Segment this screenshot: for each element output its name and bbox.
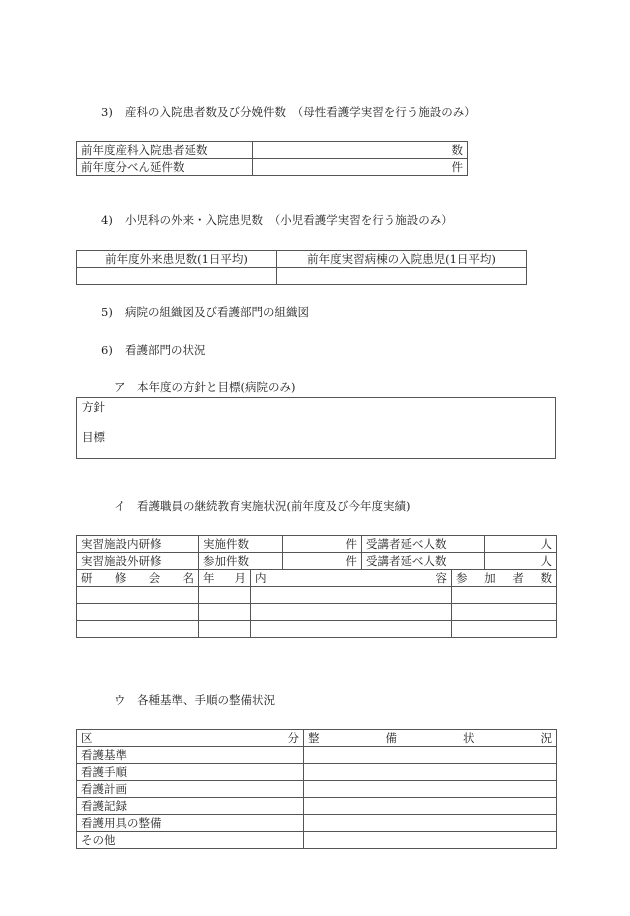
subsection-a-heading: ア 本年度の方針と目標(病院のみ): [114, 380, 296, 394]
section-title: 小児科の外来・入院患児数 （小児看護学実習を行う施設のみ）: [125, 213, 453, 227]
input-cell[interactable]: [283, 536, 362, 553]
table-row: [77, 747, 557, 764]
row-label: 看護計画: [77, 781, 304, 798]
table-row: [77, 536, 557, 553]
row-label: 実習施設内研修: [77, 536, 199, 553]
input-cell[interactable]: [485, 553, 557, 570]
table-row: [77, 159, 468, 176]
input-cell[interactable]: [199, 621, 251, 638]
input-cell[interactable]: [304, 747, 557, 764]
input-cell[interactable]: [251, 587, 452, 604]
table-row: [77, 764, 557, 781]
input-cell[interactable]: [277, 268, 527, 285]
column-header: 前年度外来患児数(1日平均): [77, 251, 277, 268]
row-label: 実習施設外研修: [77, 553, 199, 570]
header-date: [199, 570, 251, 587]
row-label: 前年度産科入院患者延数: [77, 142, 253, 159]
table-row: [77, 553, 557, 570]
subsection-i-heading: イ 看護職員の継続教育実施状況(前年度及び今年度実績): [114, 499, 411, 513]
unit-label: 数: [451, 143, 463, 157]
input-cell[interactable]: [199, 587, 251, 604]
input-cell[interactable]: [304, 764, 557, 781]
input-cell[interactable]: [452, 621, 557, 638]
table-header-row: [77, 570, 557, 587]
section-4-heading: [101, 213, 453, 227]
input-cell[interactable]: [77, 621, 199, 638]
subsection-u-heading: ウ 各種基準、手順の整備状況: [114, 693, 275, 707]
input-cell[interactable]: [304, 832, 557, 849]
row-label: 看護用具の整備: [77, 815, 304, 832]
header-char: 研: [81, 571, 93, 585]
standards-table: [76, 729, 557, 849]
header-char: 加: [484, 571, 496, 585]
pediatrics-table: [76, 250, 527, 285]
section-5-heading: [101, 305, 309, 319]
row-label: 看護手順: [77, 764, 304, 781]
unit-label: 人: [540, 554, 552, 568]
header-category: [77, 730, 304, 747]
table-row: [77, 781, 557, 798]
policy-label: 方針: [82, 400, 105, 414]
training-detail-table: [76, 569, 557, 638]
row-label: その他: [77, 832, 304, 849]
input-cell[interactable]: [304, 815, 557, 832]
header-char: 分: [287, 731, 299, 745]
section-number: 6): [101, 343, 113, 357]
input-cell[interactable]: [251, 604, 452, 621]
header-training-name: [77, 570, 199, 587]
count-label: 参加件数: [199, 553, 283, 570]
policy-goal-box[interactable]: [76, 397, 556, 459]
header-char: 容: [435, 571, 447, 585]
section-number: 4): [101, 213, 113, 227]
header-char: 整: [308, 731, 320, 745]
unit-label: 件: [345, 554, 357, 568]
table-row: [77, 832, 557, 849]
header-char: 月: [234, 571, 246, 585]
header-char: 状: [463, 731, 475, 745]
section-title: 看護部門の状況: [125, 343, 206, 357]
table-row: [77, 604, 557, 621]
header-char: 年: [203, 571, 215, 585]
training-summary-table: [76, 535, 557, 570]
input-cell[interactable]: [304, 798, 557, 815]
table-row: [77, 621, 557, 638]
input-cell[interactable]: [452, 587, 557, 604]
unit-label: 件: [345, 537, 357, 551]
unit-label: 件: [451, 160, 463, 174]
section-number: 5): [101, 305, 113, 319]
input-cell[interactable]: [253, 159, 468, 176]
table-row: [77, 798, 557, 815]
input-cell[interactable]: [253, 142, 468, 159]
input-cell[interactable]: [452, 604, 557, 621]
table-row: [77, 268, 527, 285]
input-cell[interactable]: [304, 781, 557, 798]
header-status: [304, 730, 557, 747]
unit-label: 人: [540, 537, 552, 551]
table-header-row: [77, 730, 557, 747]
header-char: 会: [148, 571, 161, 585]
count-label: 実施件数: [199, 536, 283, 553]
header-char: 者: [512, 571, 524, 585]
input-cell[interactable]: [77, 268, 277, 285]
section-title: 病院の組織図及び看護部門の組織図: [125, 305, 309, 319]
header-char: 内: [255, 571, 267, 585]
input-cell[interactable]: [77, 604, 199, 621]
table-row: [77, 815, 557, 832]
header-char: 参: [456, 571, 468, 585]
people-label: 受講者延べ人数: [362, 553, 485, 570]
table-row: [77, 587, 557, 604]
input-cell[interactable]: [199, 604, 251, 621]
input-cell[interactable]: [77, 587, 199, 604]
section-3-heading: [101, 105, 476, 119]
section-number: 3): [101, 105, 113, 119]
goal-label: 目標: [82, 430, 105, 444]
header-participants: [452, 570, 557, 587]
header-char: 修: [114, 571, 127, 585]
header-char: 名: [182, 571, 194, 585]
section-title: 産科の入院患者数及び分娩件数 （母性看護学実習を行う施設のみ）: [125, 105, 476, 119]
row-label: 前年度分べん延件数: [77, 159, 253, 176]
header-content: [251, 570, 452, 587]
header-char: 数: [540, 571, 552, 585]
input-cell[interactable]: [251, 621, 452, 638]
input-cell[interactable]: [283, 553, 362, 570]
row-label: 看護基準: [77, 747, 304, 764]
table-row: [77, 142, 468, 159]
row-label: 看護記録: [77, 798, 304, 815]
input-cell[interactable]: [485, 536, 557, 553]
header-char: 区: [81, 731, 93, 745]
table-header-row: [77, 251, 527, 268]
column-header: 前年度実習病棟の入院患児(1日平均): [277, 251, 527, 268]
obstetrics-table: [76, 141, 468, 176]
header-char: 況: [540, 731, 552, 745]
header-char: 備: [385, 731, 397, 745]
section-6-heading: [101, 343, 206, 357]
people-label: 受講者延べ人数: [362, 536, 485, 553]
